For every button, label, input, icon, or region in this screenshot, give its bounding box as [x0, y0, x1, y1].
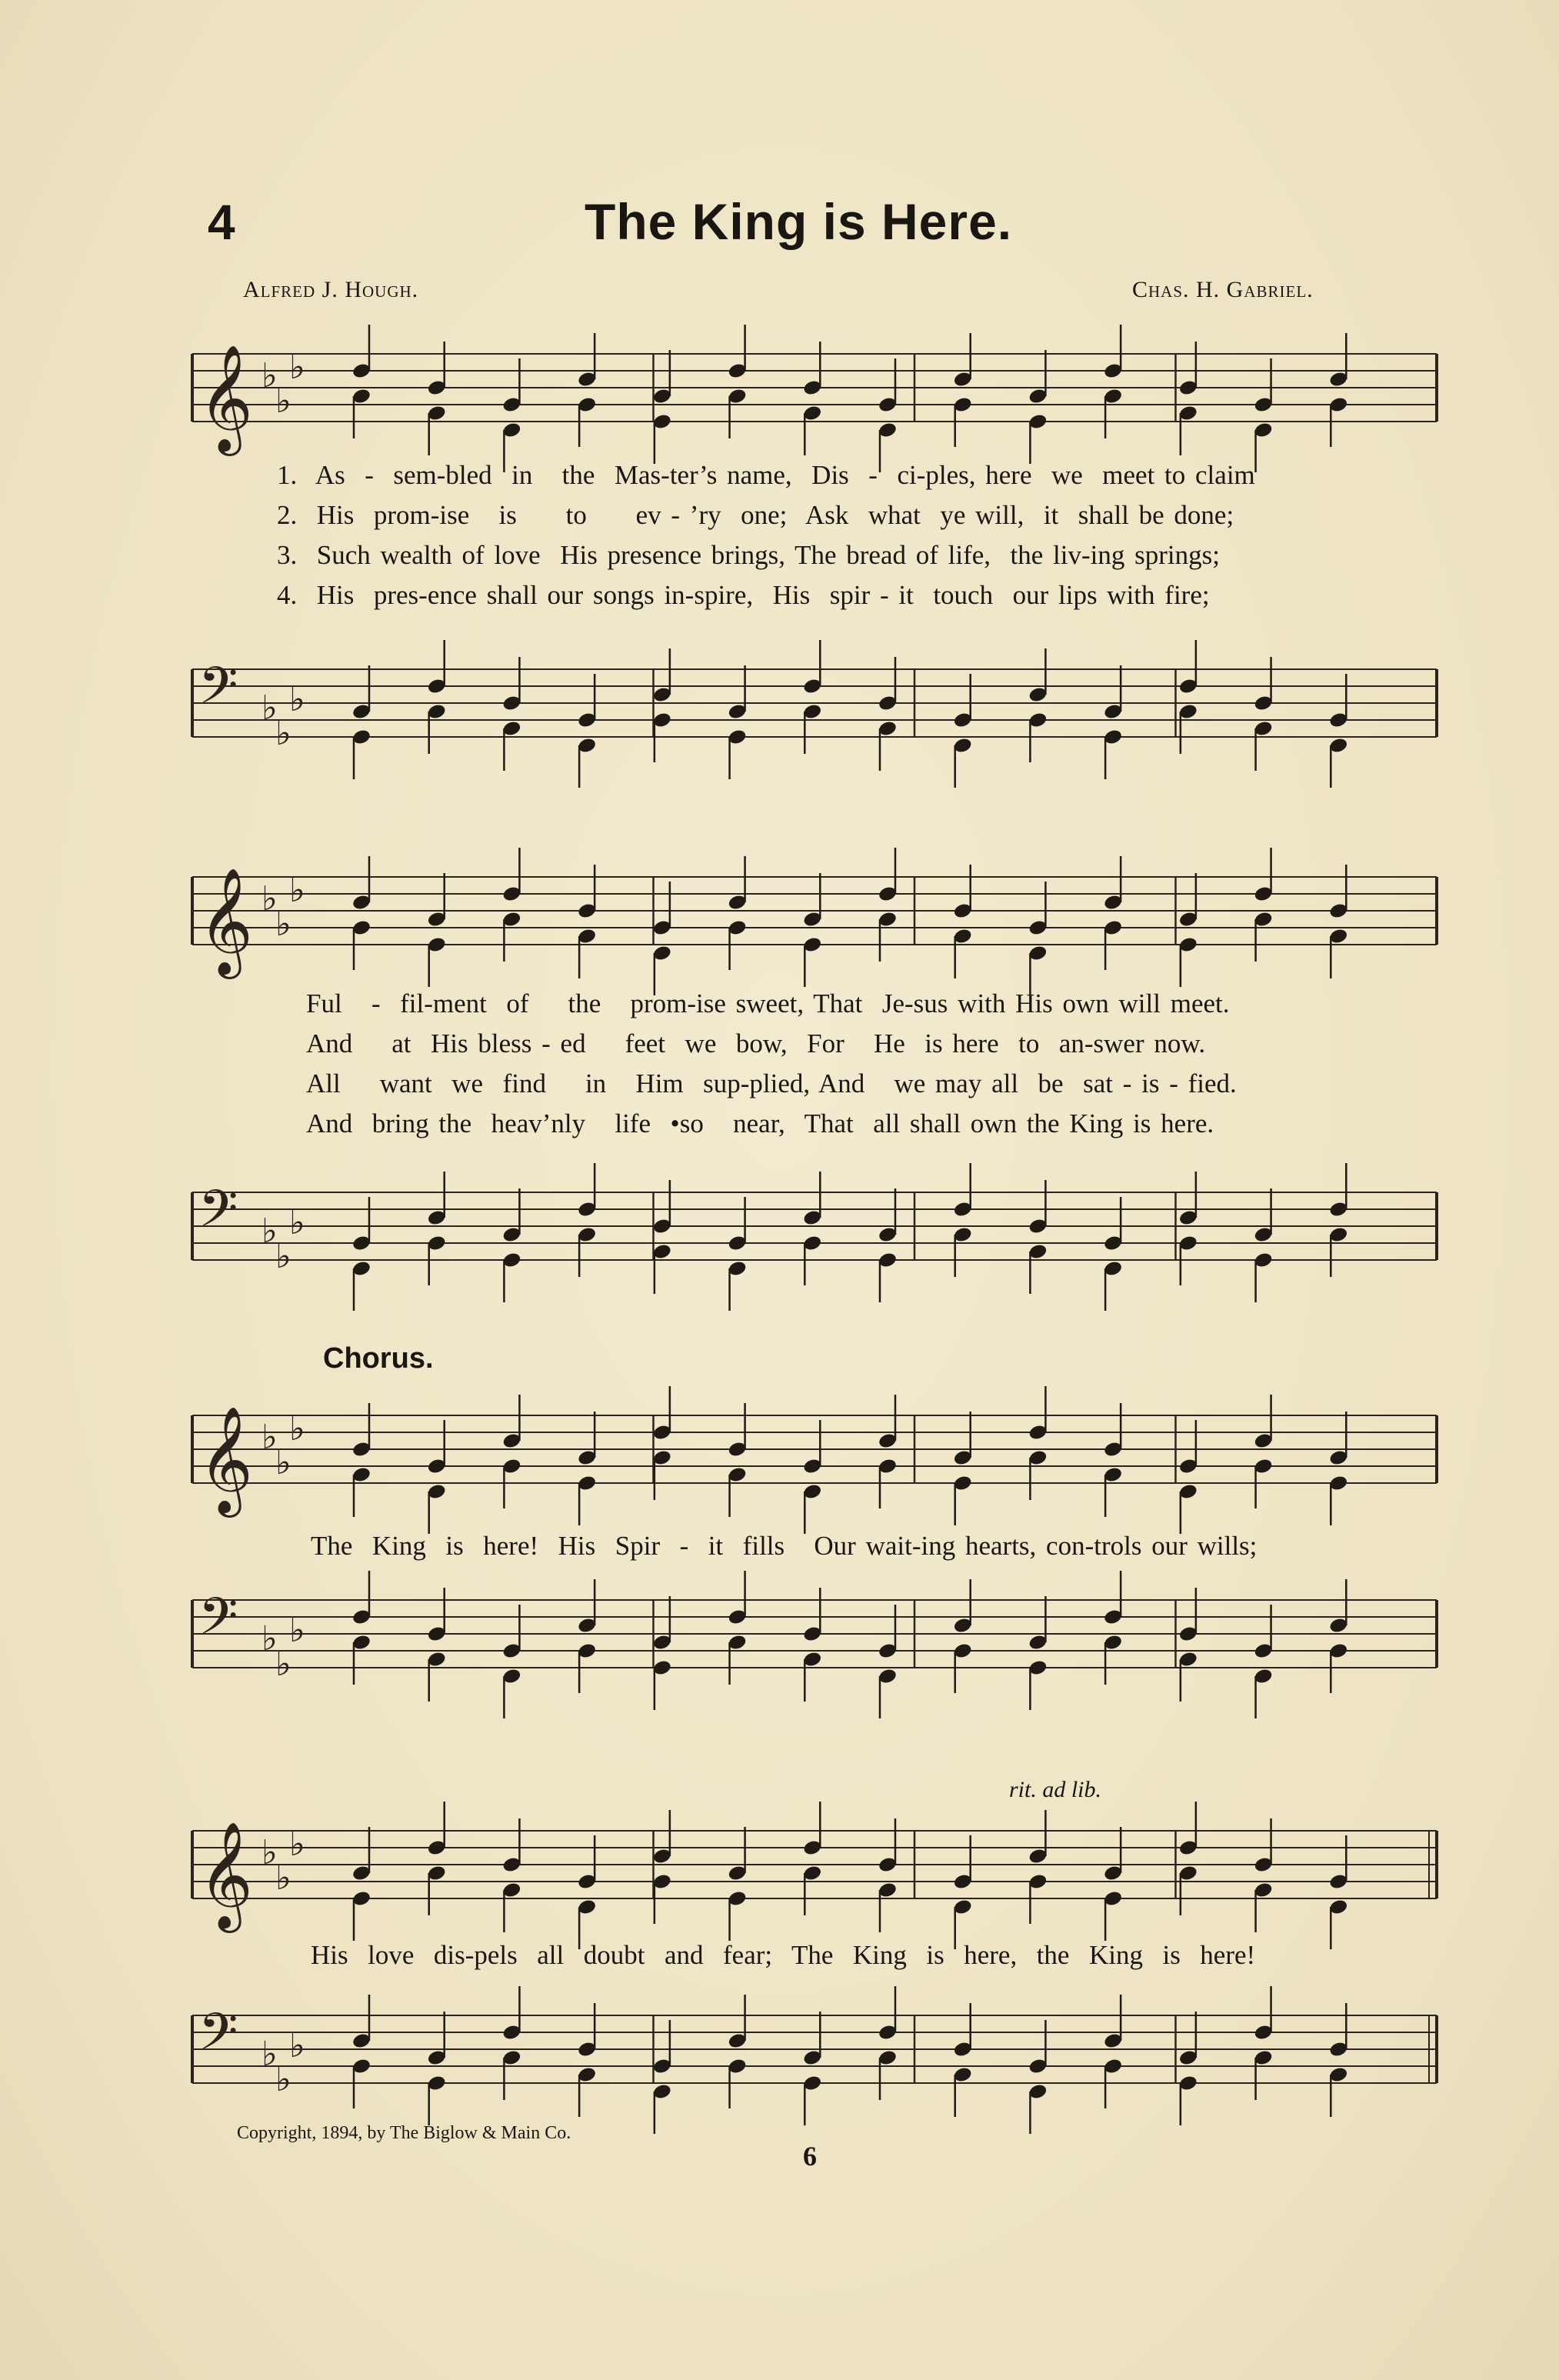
staff-lines [192, 2015, 1437, 2083]
flat-icon: ♭ [261, 356, 278, 395]
staff-system-3-treble [0, 1377, 1559, 1515]
verse-line-1: 1. As - sem-bled in the Mas-ter’s name, Dis - ci-ples, here we meet to claim [277, 460, 1255, 490]
flat-icon: ♭ [261, 1619, 278, 1658]
flat-icon: ♭ [261, 688, 278, 728]
flat-icon: ♭ [289, 2026, 305, 2065]
page-number: 6 [803, 2141, 817, 2172]
flat-icon: ♭ [261, 1212, 278, 1251]
staff-lines [192, 1415, 1437, 1483]
flat-icon: ♭ [275, 1645, 291, 1684]
flat-icon: ♭ [289, 1611, 305, 1650]
flat-icon: ♭ [289, 1825, 305, 1864]
flat-icon: ♭ [289, 871, 305, 910]
bass-clef-icon: 𝄢 [198, 656, 238, 728]
verse-line-5: Ful - fil-ment of the prom-ise sweet, That Je-sus with His own will meet. [306, 988, 1230, 1018]
note-heads [351, 1802, 1348, 1949]
flat-icon: ♭ [261, 1833, 278, 1872]
copyright-notice: Copyright, 1894, by The Biglow & Main Co. [237, 2123, 571, 2143]
flat-icon: ♭ [275, 382, 291, 421]
flat-icon: ♭ [275, 1237, 291, 1276]
staff-system-4-treble [0, 1792, 1559, 1931]
flat-icon: ♭ [261, 2035, 278, 2074]
note-heads [351, 1386, 1348, 1534]
note-heads [351, 1571, 1348, 1718]
flat-icon: ♭ [261, 879, 278, 918]
flat-icon: ♭ [289, 1203, 305, 1242]
chorus-line-2: His love dis-pels all doubt and fear; The King is here, the King is here! [311, 1940, 1256, 1970]
staff-lines [192, 1831, 1437, 1898]
lyricist-credit: Alfred J. Hough. [243, 277, 419, 302]
note-heads [351, 1163, 1348, 1311]
note-heads [351, 640, 1348, 788]
verse-line-6: And at His bless - ed feet we bow, For He is here to an-swer now. [306, 1028, 1206, 1058]
staff-system-1-bass [0, 631, 1559, 769]
staff-lines [192, 877, 1437, 945]
note-heads [351, 1986, 1348, 2134]
flat-icon: ♭ [275, 2060, 291, 2099]
verse-line-7: All want we find in Him sup-plied, And we may all be sat - is - fied. [306, 1068, 1237, 1098]
tempo-marking: rit. ad lib. [1009, 1777, 1102, 1802]
verse-line-8: And bring the heav’nly life •so near, That all shall own the King is here. [306, 1108, 1214, 1138]
note-heads [351, 325, 1348, 472]
chorus-line-1: The King is here! His Spir - it fills Our wait-ing hearts, con-trols our wills; [311, 1531, 1258, 1561]
staff-system-2-bass [0, 1154, 1559, 1315]
staff-system-2-treble [0, 838, 1559, 985]
chorus-label: Chorus. [323, 1342, 434, 1375]
flat-icon: ♭ [261, 1418, 278, 1457]
flat-icon: ♭ [275, 905, 291, 944]
staff-system-4-bass [0, 1977, 1559, 2131]
staff-system-3-bass [0, 1562, 1559, 1715]
flat-icon: ♭ [275, 1443, 291, 1482]
treble-clef-icon: 𝄞 [198, 1406, 253, 1513]
verse-line-4: 4. His pres-ence shall our songs in-spire, His spir - it touch our lips with fire; [277, 580, 1210, 610]
staff-lines [192, 669, 1437, 737]
flat-icon: ♭ [289, 680, 305, 719]
flat-icon: ♭ [289, 348, 305, 387]
staff-system-1-treble [0, 315, 1559, 454]
hymn-title: The King is Here. [585, 193, 1013, 250]
bass-clef-icon: 𝄢 [198, 1179, 238, 1252]
composer-credit: Chas. H. Gabriel. [1132, 277, 1314, 302]
staff-lines [192, 1192, 1437, 1260]
flat-icon: ♭ [275, 714, 291, 753]
bass-clef-icon: 𝄢 [198, 1587, 238, 1659]
bass-clef-icon: 𝄢 [198, 2002, 238, 2075]
flat-icon: ♭ [289, 1409, 305, 1448]
treble-clef-icon: 𝄞 [198, 868, 253, 975]
hymn-number: 4 [208, 195, 235, 250]
note-heads [351, 848, 1348, 995]
flat-icon: ♭ [275, 1858, 291, 1898]
treble-clef-icon: 𝄞 [198, 1822, 253, 1928]
treble-clef-icon: 𝄞 [198, 345, 253, 452]
verse-line-2: 2. His prom-ise is to ev - ’ry one; Ask what ye will, it shall be done; [277, 500, 1234, 530]
verse-line-3: 3. Such wealth of love His presence brings, The bread of life, the liv-ing springs; [277, 540, 1220, 570]
